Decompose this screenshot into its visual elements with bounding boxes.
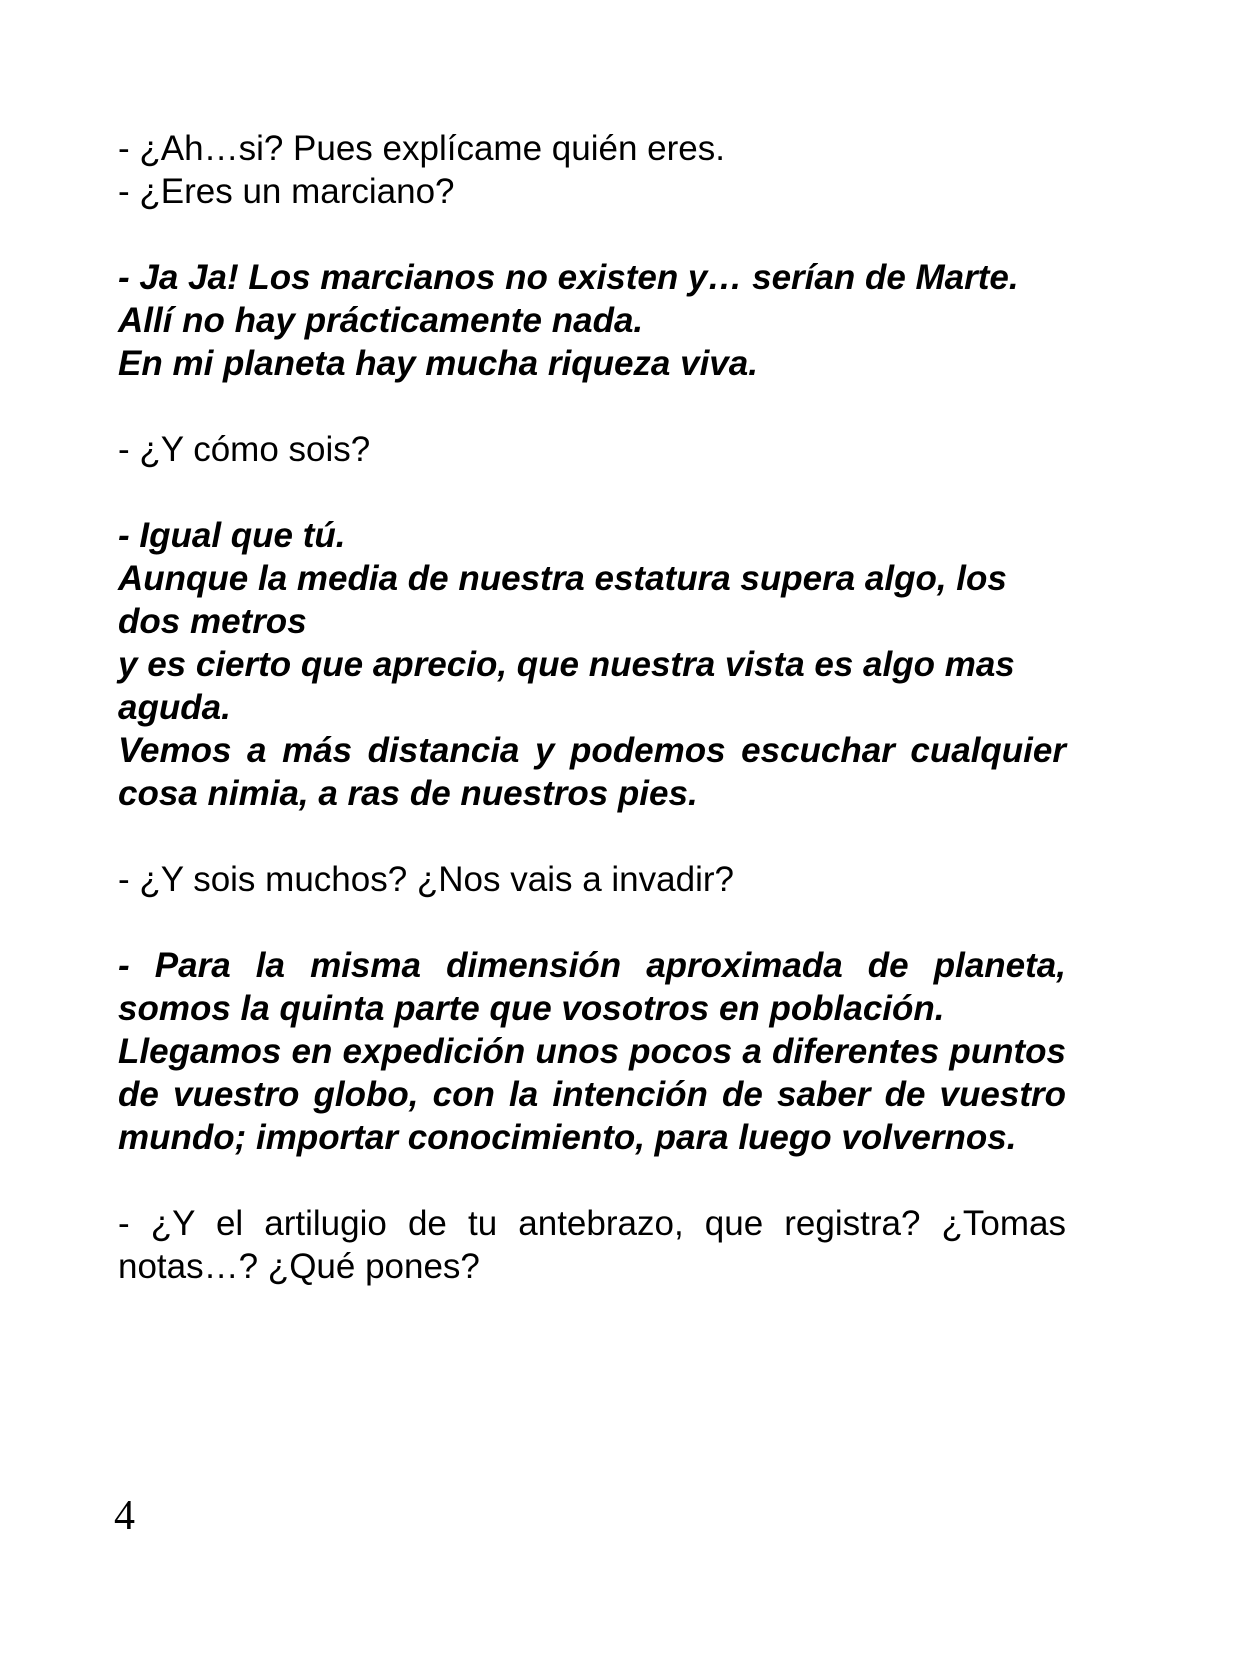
text-line: Llegamos en expedición unos pocos a diferentes puntos de vuestro globo, con la intención de saber de vuestro mundo; importar conocimiento, para luego volvernos. <box>118 1032 1066 1157</box>
text-line: - ¿Eres un marciano? <box>118 172 455 211</box>
text-line: - ¿Y sois muchos? ¿Nos vais a invadir? <box>118 860 734 899</box>
text-line: - ¿Y el artilugio de tu antebrazo, que registra? ¿Tomas notas…? ¿Qué pones? <box>118 1204 1066 1286</box>
text-line: y es cierto que aprecio, que nuestra vista es algo mas aguda. <box>118 645 1015 727</box>
text-line: - ¿Y cómo sois? <box>118 430 371 469</box>
dialogue-answer-2 <box>118 514 1066 815</box>
text-line: - Para la misma dimensión aproximada de planeta, somos la quinta parte que vosotros en población. <box>118 946 1066 1028</box>
text-line: - Ja Ja! Los marcianos no existen y… serían de Marte. <box>118 258 1019 297</box>
dialogue-answer-1 <box>118 256 1066 385</box>
dialogue-question-3 <box>118 858 1066 901</box>
text-line: Aunque la media de nuestra estatura supera algo, los dos metros <box>118 559 1007 641</box>
text-line: Allí no hay prácticamente nada. <box>118 301 644 340</box>
page-number: 4 <box>114 1493 135 1539</box>
dialogue-question-4 <box>118 1202 1066 1288</box>
text-line: - Igual que tú. <box>118 516 346 555</box>
dialogue-question-1 <box>118 127 1066 213</box>
text-line: Vemos a más distancia y podemos escuchar cualquier cosa nimia, a ras de nuestros pies. <box>118 731 1066 813</box>
text-line: En mi planeta hay mucha riqueza viva. <box>118 344 758 383</box>
text-line: - ¿Ah…si? Pues explícame quién eres. <box>118 129 725 168</box>
page-body-text <box>118 127 1066 1288</box>
dialogue-answer-3 <box>118 944 1066 1159</box>
dialogue-question-2 <box>118 428 1066 471</box>
